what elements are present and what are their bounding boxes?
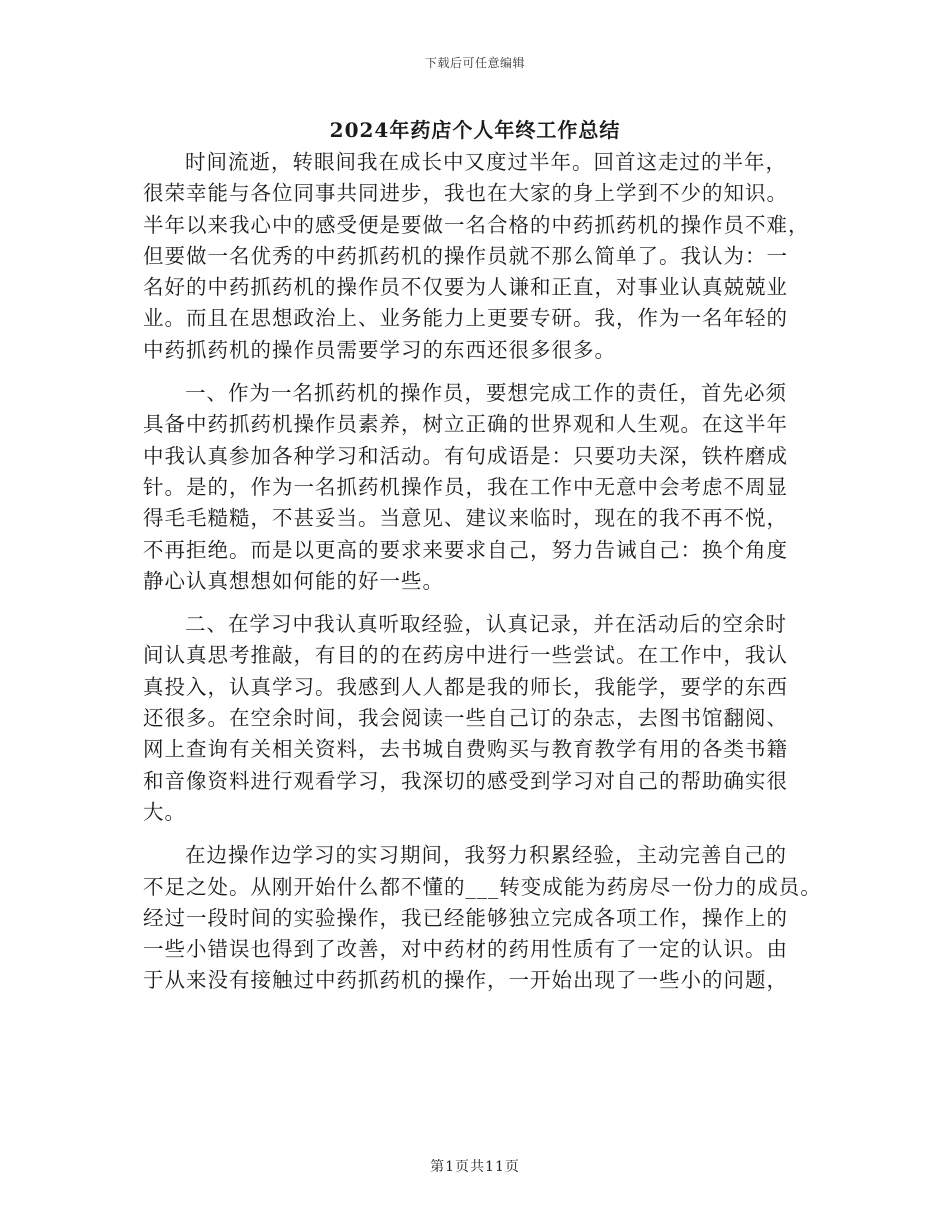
paragraph-line: 中我认真参加各种学习和活动。有句成语是：只要功夫深，铁杵磨成: [143, 443, 788, 468]
paragraph-line: 但要做一名优秀的中药抓药机的操作员就不那么简单了。我认为：一: [143, 243, 788, 268]
paragraph-line: 业。而且在思想政治上、业务能力上更要专研。我，作为一名年轻的: [143, 306, 788, 331]
document-title: 2024年药店个人年终工作总结: [329, 118, 621, 142]
paragraph-line: 很荣幸能与各位同事共同进步，我也在大家的身上学到不少的知识。: [143, 181, 788, 206]
paragraph-line: 不足之处。从刚开始什么都不懂的___转变成能为药房尽一份力的成员。: [143, 874, 822, 899]
paragraph-line: 于从来没有接触过中药抓药机的操作，一开始出现了一些小的问题，: [143, 968, 788, 993]
paragraph-line: 具备中药抓药机操作员素养，树立正确的世界观和人生观。在这半年: [143, 412, 788, 437]
paragraph-line: 得毛毛糙糙，不甚妥当。当意见、建议来临时，现在的我不再不悦，: [143, 506, 788, 531]
paragraph-line: 一、作为一名抓药机的操作员，要想完成工作的责任，首先必须: [185, 381, 787, 406]
paragraph-1: [143, 147, 823, 366]
paragraph-line: 静心认真想想如何能的好一些。: [143, 568, 444, 593]
paragraph-line: 半年以来我心中的感受便是要做一名合格的中药抓药机的操作员不难，: [143, 212, 810, 237]
paragraph-3: [143, 609, 823, 828]
paragraph-line: 时间流逝，转眼间我在成长中又度过半年。回首这走过的半年，: [185, 150, 787, 174]
paragraph-line: 二、在学习中我认真听取经验，认真记录，并在活动后的空余时: [185, 612, 787, 637]
paragraph-line: 还很多。在空余时间，我会阅读一些自己订的杂志，去图书馆翻阅、: [143, 706, 788, 731]
paragraph-4: [143, 840, 823, 996]
header-note: 下载后可任意编辑: [424, 56, 525, 70]
paragraph-line: 间认真思考推敲，有目的的在药房中进行一些尝试。在工作中，我认: [143, 643, 788, 668]
paragraph-line: 针。是的，作为一名抓药机操作员，我在工作中无意中会考虑不周显: [143, 474, 788, 499]
page-indicator: 第1页共11页: [430, 1159, 520, 1175]
paragraph-line: 网上查询有关相关资料，去书城自费购买与教育教学有用的各类书籍: [143, 737, 788, 762]
paragraph-line: 名好的中药抓药机的操作员不仅要为人谦和正直，对事业认真兢兢业: [143, 275, 788, 300]
paragraph-2: [143, 378, 823, 597]
document-body: [143, 147, 823, 997]
paragraph-line: 一些小错误也得到了改善，对中药材的药用性质有了一定的认识。由: [143, 937, 788, 962]
paragraph-line: 不再拒绝。而是以更高的要求来要求自己，努力告诫自己：换个角度: [143, 537, 788, 562]
paragraph-line: 中药抓药机的操作员需要学习的东西还很多很多。: [143, 337, 616, 362]
paragraph-line: 经过一段时间的实验操作，我已经能够独立完成各项工作，操作上的: [143, 905, 788, 930]
paragraph-line: 和音像资料进行观看学习，我深切的感受到学习对自己的帮助确实很: [143, 768, 788, 793]
paragraph-line: 大。: [143, 799, 186, 824]
paragraph-line: 在边操作边学习的实习期间，我努力积累经验，主动完善自己的: [185, 843, 787, 868]
paragraph-line: 真投入，认真学习。我感到人人都是我的师长，我能学，要学的东西: [143, 674, 788, 699]
